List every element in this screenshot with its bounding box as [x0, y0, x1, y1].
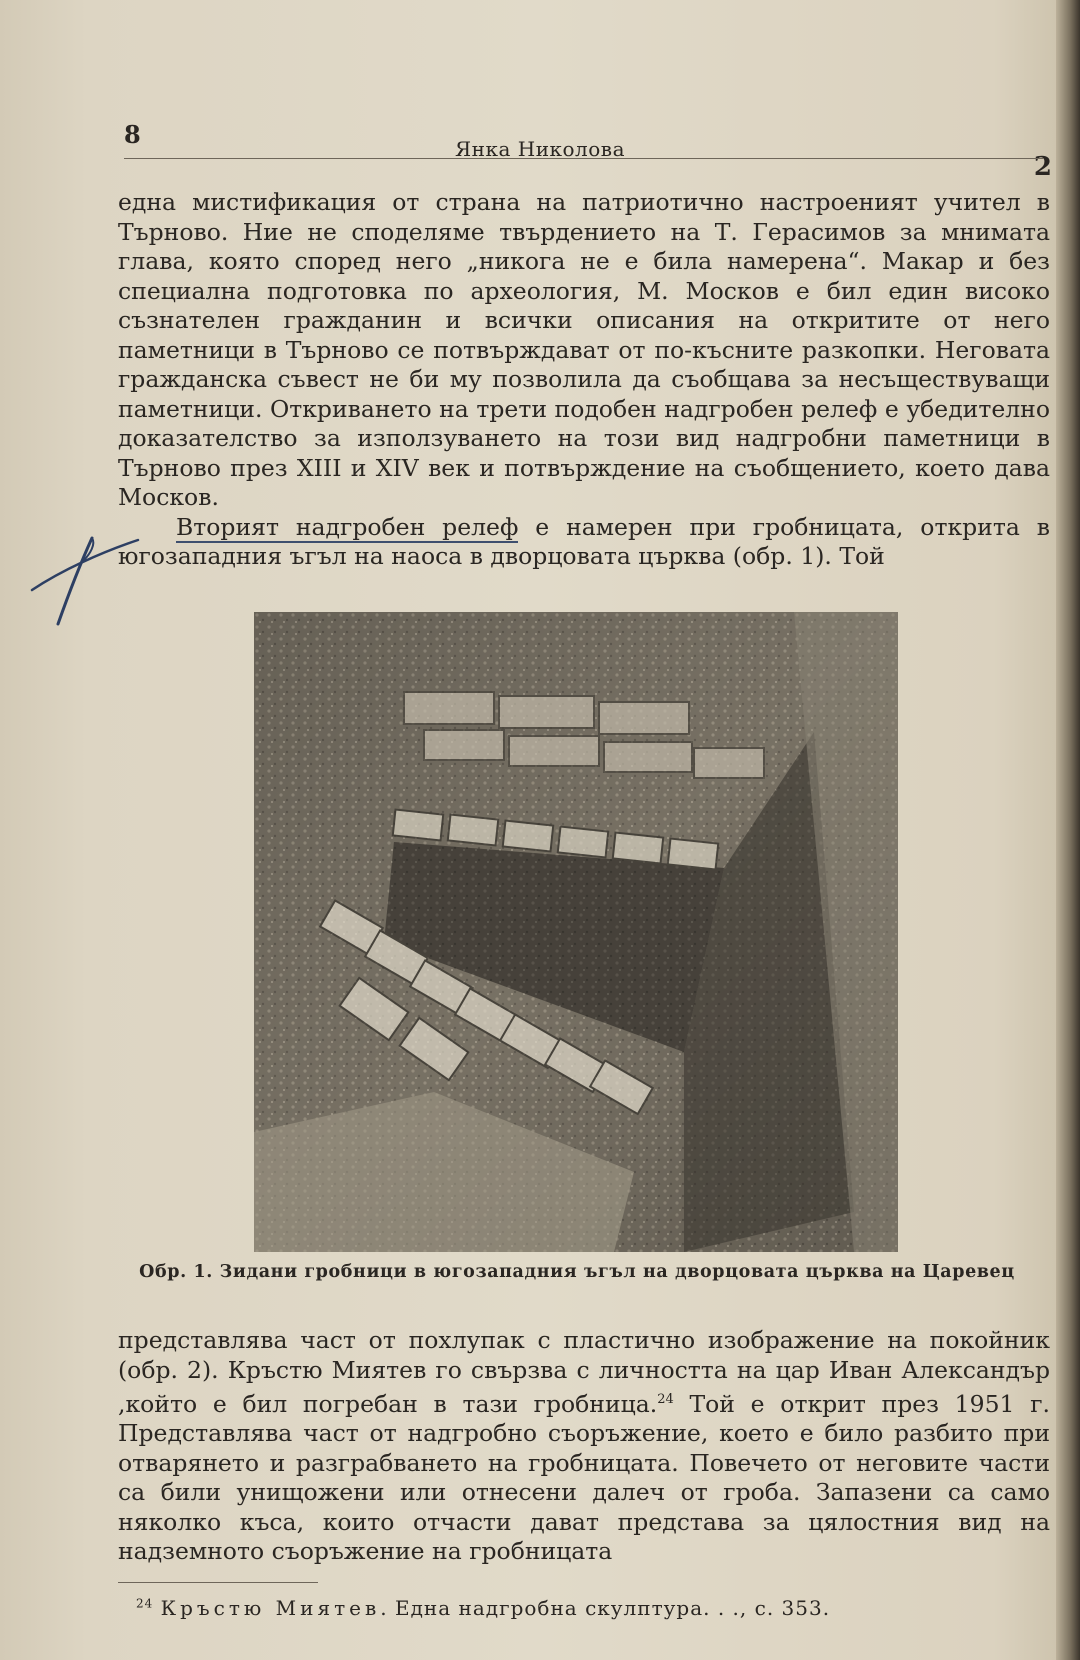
body-text-top [118, 188, 1050, 572]
footnote-author: Кръстю Миятев [160, 1596, 381, 1620]
body-text-bottom [118, 1326, 1050, 1567]
pen-annotation-icon [22, 520, 142, 630]
footnote-ref: 24 [657, 1392, 674, 1407]
running-head: Янка Николова [454, 137, 625, 161]
paragraph-3 [118, 1326, 1050, 1567]
paragraph-3-text: представлява част от похлупак с пластично изображение на покойник (обр. 2). Кръстю Миятев го свързва с личността на цар Иван Александър ,който е бил погребан в тази гробница. [118, 1326, 1050, 1418]
paragraph-2 [118, 513, 1050, 572]
tomb-photo-image [254, 612, 898, 1252]
tomb-photograph [254, 612, 898, 1252]
paragraph-2-rest: е намерен при гробницата, открита в югозападния ъгъл на наоса в дворцовата църква (обр. 1). Той [118, 512, 1050, 570]
underlined-phrase: Вторият надгробен релеф [176, 512, 519, 541]
paragraph-3-rest: Той е открит през 1951 г. Представлява част от надгробно съоръжение, което е било разбито при отварянето и разграбването на гробницата. Повечето от неговите части са били унищожени или отнесени далеч от гроба. Запазени са само няколко къса, които отчасти дават представа за цялостния вид на надземното съоръжение на гробницата [118, 1389, 1050, 1566]
footnote [136, 1596, 1036, 1620]
page-edge-shadow [1056, 0, 1080, 1660]
footnote-text: . Една надгробна скулптура. . ., с. 353. [380, 1596, 831, 1620]
edge-page-number: 2 [1033, 152, 1052, 182]
page-number: 8 [124, 120, 141, 149]
footnote-number: 24 [136, 1596, 154, 1611]
header-rule [124, 158, 1044, 159]
figure-caption: Обр. 1. Зидани гробници в югозападния ъгъл на дворцовата църква на Царевец [139, 1262, 1015, 1282]
footnote-rule [118, 1582, 318, 1583]
paragraph-1: една мистификация от страна на патриотично настроеният учител в Търново. Ние не споделяме твърдението на Т. Герасимов за мнимата глава, която според него „никога не е била намерена“. Макар и без специална подготовка по археология, М. Москов е бил един високо съзнателен гражданин и всички описания на откритите от него паметници в Търново се потвърждават от по-късните разкопки. Неговата гражданска съвест не би му позволила да съобщава за несъществуващи паметници. Откриването на трети подобен надгробен релеф е убедително доказателство за използуването на този вид надгробни паметници в Търново през XIII и XIV век и потвърждение на съобщението, което дава Москов. [118, 188, 1050, 511]
